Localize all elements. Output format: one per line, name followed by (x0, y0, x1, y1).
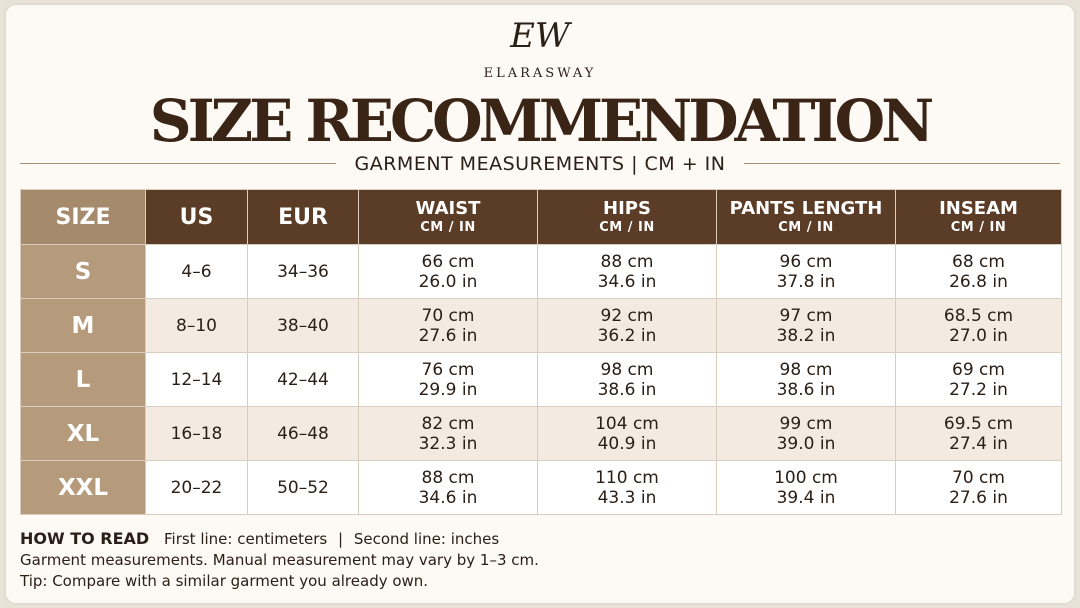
us-size: 20–22 (146, 461, 248, 515)
eur-size: 34–36 (248, 245, 359, 299)
us-size: 16–18 (146, 407, 248, 461)
waist-cell: 76 cm 29.9 in (359, 353, 538, 407)
hips-cell: 88 cm 34.6 in (538, 245, 717, 299)
inseam-cell: 68 cm 26.8 in (896, 245, 1062, 299)
comparison-tip: Tip: Compare with a similar garment you already own. (20, 572, 429, 590)
pants-length-cell: 100 cm 39.4 in (717, 461, 896, 515)
waist-cell: 82 cm 32.3 in (359, 407, 538, 461)
column-header-size: SIZE (21, 190, 146, 245)
reading-notes (20, 528, 1060, 592)
first-line-note: First line: centimeters (164, 530, 328, 548)
waist-cell: 88 cm 34.6 in (359, 461, 538, 515)
measurement-disclaimer: Garment measurements. Manual measurement may vary by 1–3 cm. (20, 551, 539, 569)
eur-size: 50–52 (248, 461, 359, 515)
inseam-cell: 70 cm 27.6 in (896, 461, 1062, 515)
us-size: 4–6 (146, 245, 248, 299)
brand-logo (0, 14, 1080, 58)
how-to-read-heading: HOW TO READ (20, 529, 150, 548)
us-size: 12–14 (146, 353, 248, 407)
column-header-us: US (146, 190, 248, 245)
hips-cell: 92 cm 36.2 in (538, 299, 717, 353)
table-row (21, 353, 1062, 407)
eur-size: 38–40 (248, 299, 359, 353)
column-header-inseam: INSEAM CM / IN (896, 190, 1062, 245)
inseam-cell: 69.5 cm 27.4 in (896, 407, 1062, 461)
note-separator: | (337, 530, 344, 548)
brand-monogram: EW (510, 16, 570, 56)
hips-cell: 110 cm 43.3 in (538, 461, 717, 515)
column-header-pants-length: PANTS LENGTH CM / IN (717, 190, 896, 245)
pants-length-cell: 98 cm 38.6 in (717, 353, 896, 407)
divider-right (744, 163, 1060, 164)
column-header-waist: WAIST CM / IN (359, 190, 538, 245)
us-size: 8–10 (146, 299, 248, 353)
table-row (21, 299, 1062, 353)
table-row (21, 245, 1062, 299)
pants-length-cell: 96 cm 37.8 in (717, 245, 896, 299)
column-header-eur: EUR (248, 190, 359, 245)
size-table (20, 189, 1062, 515)
page-subtitle: GARMENT MEASUREMENTS | CM + IN (354, 153, 726, 175)
column-header-hips: HIPS CM / IN (538, 190, 717, 245)
eur-size: 46–48 (248, 407, 359, 461)
inseam-cell: 68.5 cm 27.0 in (896, 299, 1062, 353)
waist-cell: 66 cm 26.0 in (359, 245, 538, 299)
how-to-read-line (20, 528, 1060, 550)
size-label: L (21, 353, 146, 407)
size-label: S (21, 245, 146, 299)
size-label: XL (21, 407, 146, 461)
divider-left (20, 163, 336, 164)
pants-length-cell: 97 cm 38.2 in (717, 299, 896, 353)
table-row (21, 407, 1062, 461)
eur-size: 42–44 (248, 353, 359, 407)
inseam-cell: 69 cm 27.2 in (896, 353, 1062, 407)
hips-cell: 98 cm 38.6 in (538, 353, 717, 407)
size-label: M (21, 299, 146, 353)
table-header-row (21, 190, 1062, 245)
brand-name: ELARASWAY (483, 66, 597, 81)
second-line-note: Second line: inches (353, 530, 500, 548)
hips-cell: 104 cm 40.9 in (538, 407, 717, 461)
page-title: SIZE RECOMMENDATION (149, 87, 931, 155)
size-label: XXL (21, 461, 146, 515)
subtitle-row (20, 152, 1060, 176)
table-row (21, 461, 1062, 515)
waist-cell: 70 cm 27.6 in (359, 299, 538, 353)
pants-length-cell: 99 cm 39.0 in (717, 407, 896, 461)
